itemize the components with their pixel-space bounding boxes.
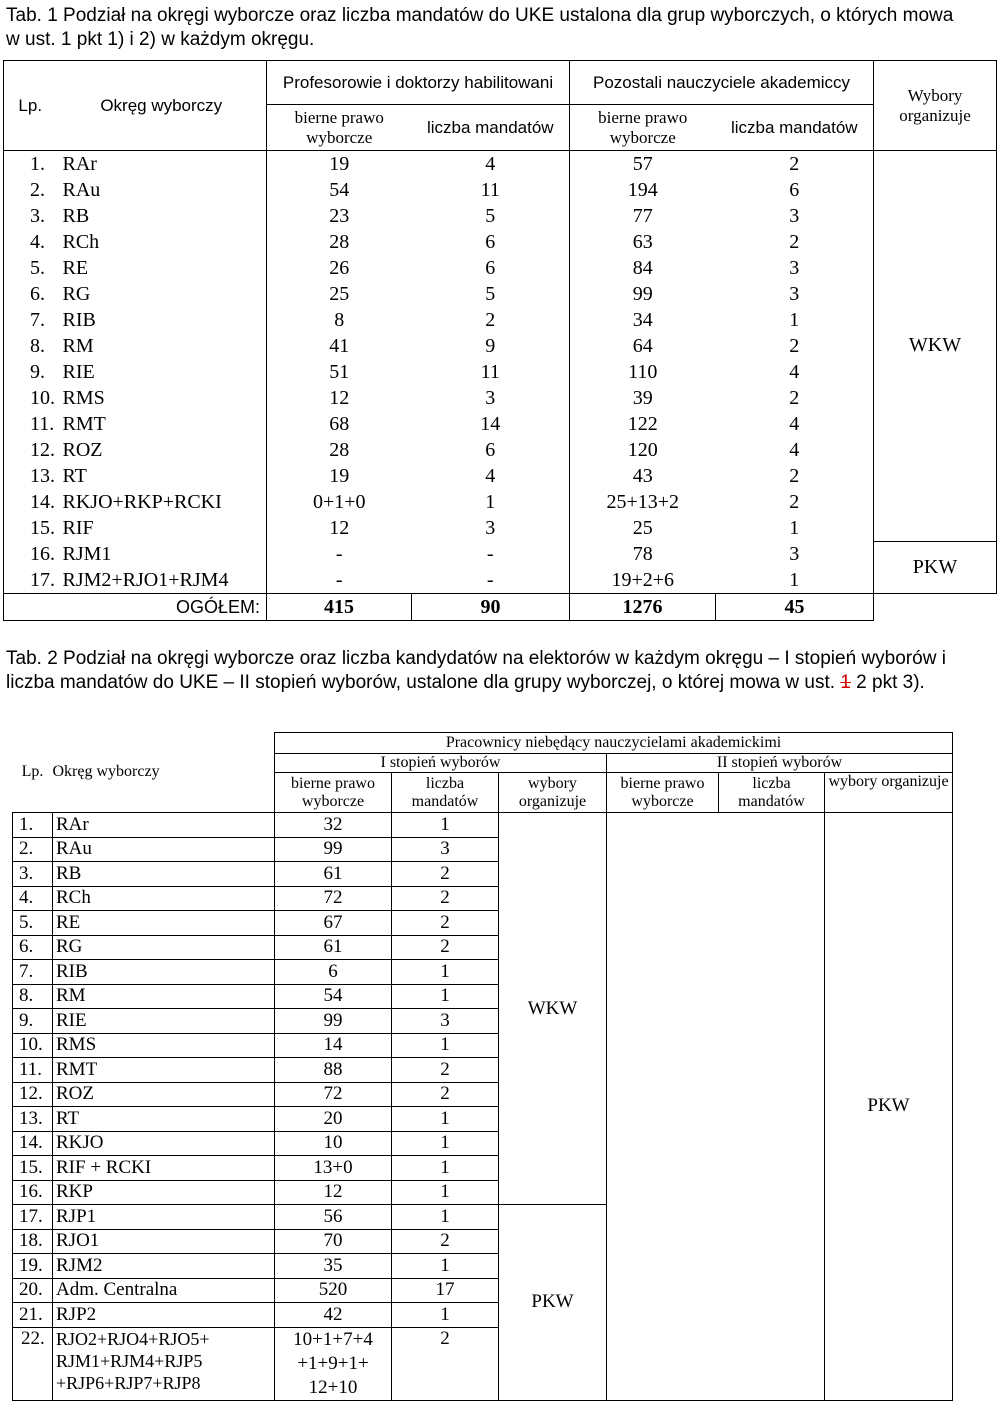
district-name: RAu [57, 177, 267, 203]
table1-row [4, 385, 997, 411]
value-voters: 72 [275, 1082, 392, 1107]
district-name: RMT [53, 1058, 275, 1083]
value-b-seats: 4 [716, 437, 874, 463]
district-name: RT [53, 1107, 275, 1132]
value-b-voters: 64 [570, 333, 716, 359]
value-voters: 99 [275, 1009, 392, 1034]
table1-row [4, 203, 997, 229]
total-label: OGÓŁEM: [4, 594, 267, 621]
t2-header-voters-2: bierne prawo wyborcze [607, 773, 719, 813]
value-b-seats: 1 [716, 567, 874, 594]
value-a-seats: 9 [412, 333, 570, 359]
value-voters: 6 [275, 960, 392, 985]
district-name: RAu [53, 837, 275, 862]
district-name: RIE [53, 1009, 275, 1034]
row-number: 11. [4, 411, 57, 437]
value-seats: 2 [392, 911, 499, 936]
row-number: 3. [13, 862, 53, 887]
district-name: RAr [57, 151, 267, 178]
value-a-voters: 26 [267, 255, 412, 281]
value-voters: 32 [275, 813, 392, 838]
district-name: RMS [57, 385, 267, 411]
district-name: RKP [53, 1180, 275, 1205]
row-number: 4. [13, 886, 53, 911]
value-b-seats: 3 [716, 255, 874, 281]
row-number: 21. [13, 1303, 53, 1328]
row-number: 14. [13, 1131, 53, 1156]
t2-header-organizer-1: wybory organizuje [499, 773, 607, 813]
table2 [12, 732, 953, 1401]
header-lp: Lp. [4, 61, 57, 151]
value-b-seats: 2 [716, 385, 874, 411]
value-seats: 1 [392, 984, 499, 1009]
header-a-voters: bierne prawo wyborcze [267, 105, 412, 151]
t2-header-group: Pracownicy niebędący nauczycielami akademickimi [275, 733, 953, 754]
t2-header-stage2: II stopień wyborów [607, 754, 953, 773]
value-b-voters: 122 [570, 411, 716, 437]
value-b-seats: 4 [716, 359, 874, 385]
row-number: 1. [13, 813, 53, 838]
value-a-voters: 28 [267, 229, 412, 255]
value-b-voters: 110 [570, 359, 716, 385]
value-b-seats: 3 [716, 281, 874, 307]
value-a-seats: 11 [412, 177, 570, 203]
value-a-voters: 8 [267, 307, 412, 333]
value-b-voters: 84 [570, 255, 716, 281]
value-b-voters: 120 [570, 437, 716, 463]
row-number: 11. [13, 1058, 53, 1083]
row-number: 4. [4, 229, 57, 255]
stage1-organizer-pkw: PKW [499, 1205, 607, 1401]
value-voters: 67 [275, 911, 392, 936]
value-voters: 35 [275, 1254, 392, 1279]
value-voters: 61 [275, 935, 392, 960]
district-name: RIE [57, 359, 267, 385]
value-seats: 1 [392, 960, 499, 985]
district-name: RJM1 [57, 541, 267, 567]
value-b-voters: 78 [570, 541, 716, 567]
value-a-voters: 41 [267, 333, 412, 359]
district-name: RCh [53, 886, 275, 911]
value-a-seats: 6 [412, 437, 570, 463]
value-b-seats: 6 [716, 177, 874, 203]
value-a-seats: 6 [412, 255, 570, 281]
value-seats: 1 [392, 1180, 499, 1205]
value-a-voters: 19 [267, 463, 412, 489]
district-name: RAr [53, 813, 275, 838]
value-a-voters: 0+1+0 [267, 489, 412, 515]
header-organizer: Wybory organizuje [874, 61, 997, 151]
value-b-voters: 34 [570, 307, 716, 333]
row-number: 15. [4, 515, 57, 541]
table1-row [4, 567, 997, 594]
value-voters: 88 [275, 1058, 392, 1083]
row-number: 2. [13, 837, 53, 862]
value-a-seats: 3 [412, 385, 570, 411]
row-number: 12. [13, 1082, 53, 1107]
row-number: 16. [13, 1180, 53, 1205]
value-a-seats: 2 [412, 307, 570, 333]
value-a-seats: 14 [412, 411, 570, 437]
t2-header-organizer-2: wybory organizuje [825, 773, 953, 813]
total-b-voters: 1276 [570, 594, 716, 621]
value-b-seats: 2 [716, 463, 874, 489]
row-number: 17. [13, 1205, 53, 1230]
table1-row [4, 333, 997, 359]
row-number: 5. [4, 255, 57, 281]
value-seats: 1 [392, 1156, 499, 1181]
district-name: Adm. Centralna [53, 1278, 275, 1303]
value-seats: 1 [392, 813, 499, 838]
row-number: 5. [13, 911, 53, 936]
t2-header-lp: Lp. [13, 733, 53, 813]
value-b-voters: 39 [570, 385, 716, 411]
table1-row [4, 489, 997, 515]
value-b-voters: 25+13+2 [570, 489, 716, 515]
table1-row [4, 515, 997, 541]
row-number: 6. [13, 935, 53, 960]
value-a-seats: 5 [412, 281, 570, 307]
row-number: 13. [4, 463, 57, 489]
value-voters: 520 [275, 1278, 392, 1303]
header-group-b: Pozostali nauczyciele akademiccy [570, 61, 874, 105]
value-voters: 61 [275, 862, 392, 887]
stage1-organizer-wkw: WKW [499, 813, 607, 1205]
table1-row [4, 151, 997, 178]
table1-row [4, 437, 997, 463]
table1-total-row [4, 594, 997, 621]
value-b-seats: 2 [716, 229, 874, 255]
value-a-seats: - [412, 567, 570, 594]
district-name: RE [57, 255, 267, 281]
value-b-voters: 25 [570, 515, 716, 541]
value-b-voters: 63 [570, 229, 716, 255]
value-seats: 2 [392, 1327, 499, 1400]
value-a-voters: 12 [267, 385, 412, 411]
value-seats: 2 [392, 935, 499, 960]
district-name: RB [53, 862, 275, 887]
district-name: RJM2 [53, 1254, 275, 1279]
value-b-voters: 43 [570, 463, 716, 489]
row-number: 3. [4, 203, 57, 229]
row-number: 2. [4, 177, 57, 203]
t2-header-stage1: I stopień wyborów [275, 754, 607, 773]
row-number: 10. [4, 385, 57, 411]
organizer-wkw: WKW [874, 151, 997, 542]
value-voters: 42 [275, 1303, 392, 1328]
t2-header-seats-1: liczba mandatów [392, 773, 499, 813]
table1-row [4, 177, 997, 203]
value-b-seats: 1 [716, 515, 874, 541]
row-number: 8. [13, 984, 53, 1009]
row-number: 1. [4, 151, 57, 178]
row-number: 13. [13, 1107, 53, 1132]
value-seats: 1 [392, 1131, 499, 1156]
row-number: 15. [13, 1156, 53, 1181]
table1-row [4, 359, 997, 385]
value-voters: 54 [275, 984, 392, 1009]
table1-row [4, 281, 997, 307]
value-b-seats: 2 [716, 489, 874, 515]
value-voters: 72 [275, 886, 392, 911]
value-a-seats: 11 [412, 359, 570, 385]
value-voters: 10+1+7+4 +1+9+1+ 12+10 [275, 1327, 392, 1400]
header-group-a: Profesorowie i doktorzy habilitowani [267, 61, 570, 105]
value-a-seats: 6 [412, 229, 570, 255]
value-voters: 12 [275, 1180, 392, 1205]
district-name: RJM2+RJO1+RJM4 [57, 567, 267, 594]
value-voters: 56 [275, 1205, 392, 1230]
row-number: 19. [13, 1254, 53, 1279]
table1-row [4, 255, 997, 281]
table1-row [4, 463, 997, 489]
district-name: RJP2 [53, 1303, 275, 1328]
value-voters: 10 [275, 1131, 392, 1156]
district-name: RG [57, 281, 267, 307]
value-b-seats: 2 [716, 151, 874, 178]
value-b-seats: 4 [716, 411, 874, 437]
value-b-seats: 2 [716, 333, 874, 359]
header-b-voters: bierne prawo wyborcze [570, 105, 716, 151]
value-a-seats: 4 [412, 151, 570, 178]
value-a-seats: 3 [412, 515, 570, 541]
table1-row [4, 411, 997, 437]
table2-row [13, 813, 953, 838]
district-name: RIB [53, 960, 275, 985]
value-b-seats: 1 [716, 307, 874, 333]
header-a-seats: liczba mandatów [412, 105, 570, 151]
row-number: 14. [4, 489, 57, 515]
stage2-seats-blank [719, 813, 825, 1401]
table2-caption: Tab. 2 Podział na okręgi wyborcze oraz liczba kandydatów na elektorów w każdym okręgu – I stopień wyborów i liczba mandatów do UKE – II stopień wyborów, ustalone dla grupy wyborczej, o której mowa w ust. 1 2 pkt 3). [6, 648, 946, 693]
value-a-voters: 28 [267, 437, 412, 463]
district-name: RM [57, 333, 267, 359]
value-a-voters: 23 [267, 203, 412, 229]
row-number: 7. [4, 307, 57, 333]
value-seats: 1 [392, 1303, 499, 1328]
value-a-seats: 4 [412, 463, 570, 489]
table1-row [4, 307, 997, 333]
district-name: RJO1 [53, 1229, 275, 1254]
district-name: RE [53, 911, 275, 936]
value-b-voters: 194 [570, 177, 716, 203]
row-number: 10. [13, 1033, 53, 1058]
value-seats: 3 [392, 837, 499, 862]
row-number: 8. [4, 333, 57, 359]
value-b-seats: 3 [716, 203, 874, 229]
t2-header-district: Okręg wyborczy [53, 733, 275, 813]
value-seats: 1 [392, 1107, 499, 1132]
district-name: RMT [57, 411, 267, 437]
value-voters: 20 [275, 1107, 392, 1132]
district-name: RIF + RCKI [53, 1156, 275, 1181]
district-name: ROZ [57, 437, 267, 463]
header-b-seats: liczba mandatów [716, 105, 874, 151]
table1-caption: Tab. 1 Podział na okręgi wyborcze oraz liczba mandatów do UKE ustalona dla grup wyborczych, o których mowa w ust. 1 pkt 1) i 2) w każdym okręgu. [6, 5, 954, 50]
row-number: 9. [13, 1009, 53, 1034]
value-voters: 99 [275, 837, 392, 862]
value-a-voters: 51 [267, 359, 412, 385]
table1-row [4, 229, 997, 255]
value-b-voters: 99 [570, 281, 716, 307]
row-number: 20. [13, 1278, 53, 1303]
district-name: RKJO [53, 1131, 275, 1156]
table1 [3, 60, 997, 621]
row-number: 9. [4, 359, 57, 385]
district-name: RM [53, 984, 275, 1009]
value-seats: 1 [392, 1033, 499, 1058]
struck-text: 1 [840, 672, 851, 693]
value-a-voters: 19 [267, 151, 412, 178]
district-name: RB [57, 203, 267, 229]
organizer-pkw: PKW [874, 541, 997, 594]
stage2-organizer-pkw: PKW [825, 813, 953, 1401]
row-number: 17. [4, 567, 57, 594]
value-seats: 2 [392, 1058, 499, 1083]
value-b-voters: 77 [570, 203, 716, 229]
total-b-seats: 45 [716, 594, 874, 621]
value-seats: 2 [392, 1082, 499, 1107]
district-name: RT [57, 463, 267, 489]
district-name: RG [53, 935, 275, 960]
total-a-voters: 415 [267, 594, 412, 621]
value-a-voters: - [267, 541, 412, 567]
district-name: RKJO+RKP+RCKI [57, 489, 267, 515]
value-seats: 17 [392, 1278, 499, 1303]
value-voters: 14 [275, 1033, 392, 1058]
value-b-voters: 19+2+6 [570, 567, 716, 594]
t2-header-seats-2: liczba mandatów [719, 773, 825, 813]
value-seats: 2 [392, 886, 499, 911]
t2-header-voters-1: bierne prawo wyborcze [275, 773, 392, 813]
value-voters: 70 [275, 1229, 392, 1254]
value-seats: 3 [392, 1009, 499, 1034]
total-organizer-blank [874, 594, 997, 621]
value-seats: 1 [392, 1205, 499, 1230]
value-a-voters: 12 [267, 515, 412, 541]
value-a-voters: 25 [267, 281, 412, 307]
total-a-seats: 90 [412, 594, 570, 621]
value-seats: 2 [392, 1229, 499, 1254]
stage2-voters-blank [607, 813, 719, 1401]
row-number: 22. [13, 1327, 53, 1400]
table1-row [4, 541, 997, 567]
district-name: RIF [57, 515, 267, 541]
district-name: RMS [53, 1033, 275, 1058]
value-a-voters: - [267, 567, 412, 594]
value-a-voters: 68 [267, 411, 412, 437]
value-b-seats: 3 [716, 541, 874, 567]
district-name: ROZ [53, 1082, 275, 1107]
value-a-voters: 54 [267, 177, 412, 203]
value-seats: 1 [392, 1254, 499, 1279]
value-voters: 13+0 [275, 1156, 392, 1181]
district-name: RJO2+RJO4+RJO5+ RJM1+RJM4+RJP5 +RJP6+RJP7+RJP8 [53, 1327, 275, 1400]
row-number: 18. [13, 1229, 53, 1254]
value-a-seats: 5 [412, 203, 570, 229]
value-a-seats: - [412, 541, 570, 567]
district-name: RIB [57, 307, 267, 333]
value-seats: 2 [392, 862, 499, 887]
district-name: RCh [57, 229, 267, 255]
district-name: RJP1 [53, 1205, 275, 1230]
row-number: 6. [4, 281, 57, 307]
header-district: Okręg wyborczy [57, 61, 267, 151]
row-number: 7. [13, 960, 53, 985]
row-number: 12. [4, 437, 57, 463]
value-a-seats: 1 [412, 489, 570, 515]
row-number: 16. [4, 541, 57, 567]
value-b-voters: 57 [570, 151, 716, 178]
